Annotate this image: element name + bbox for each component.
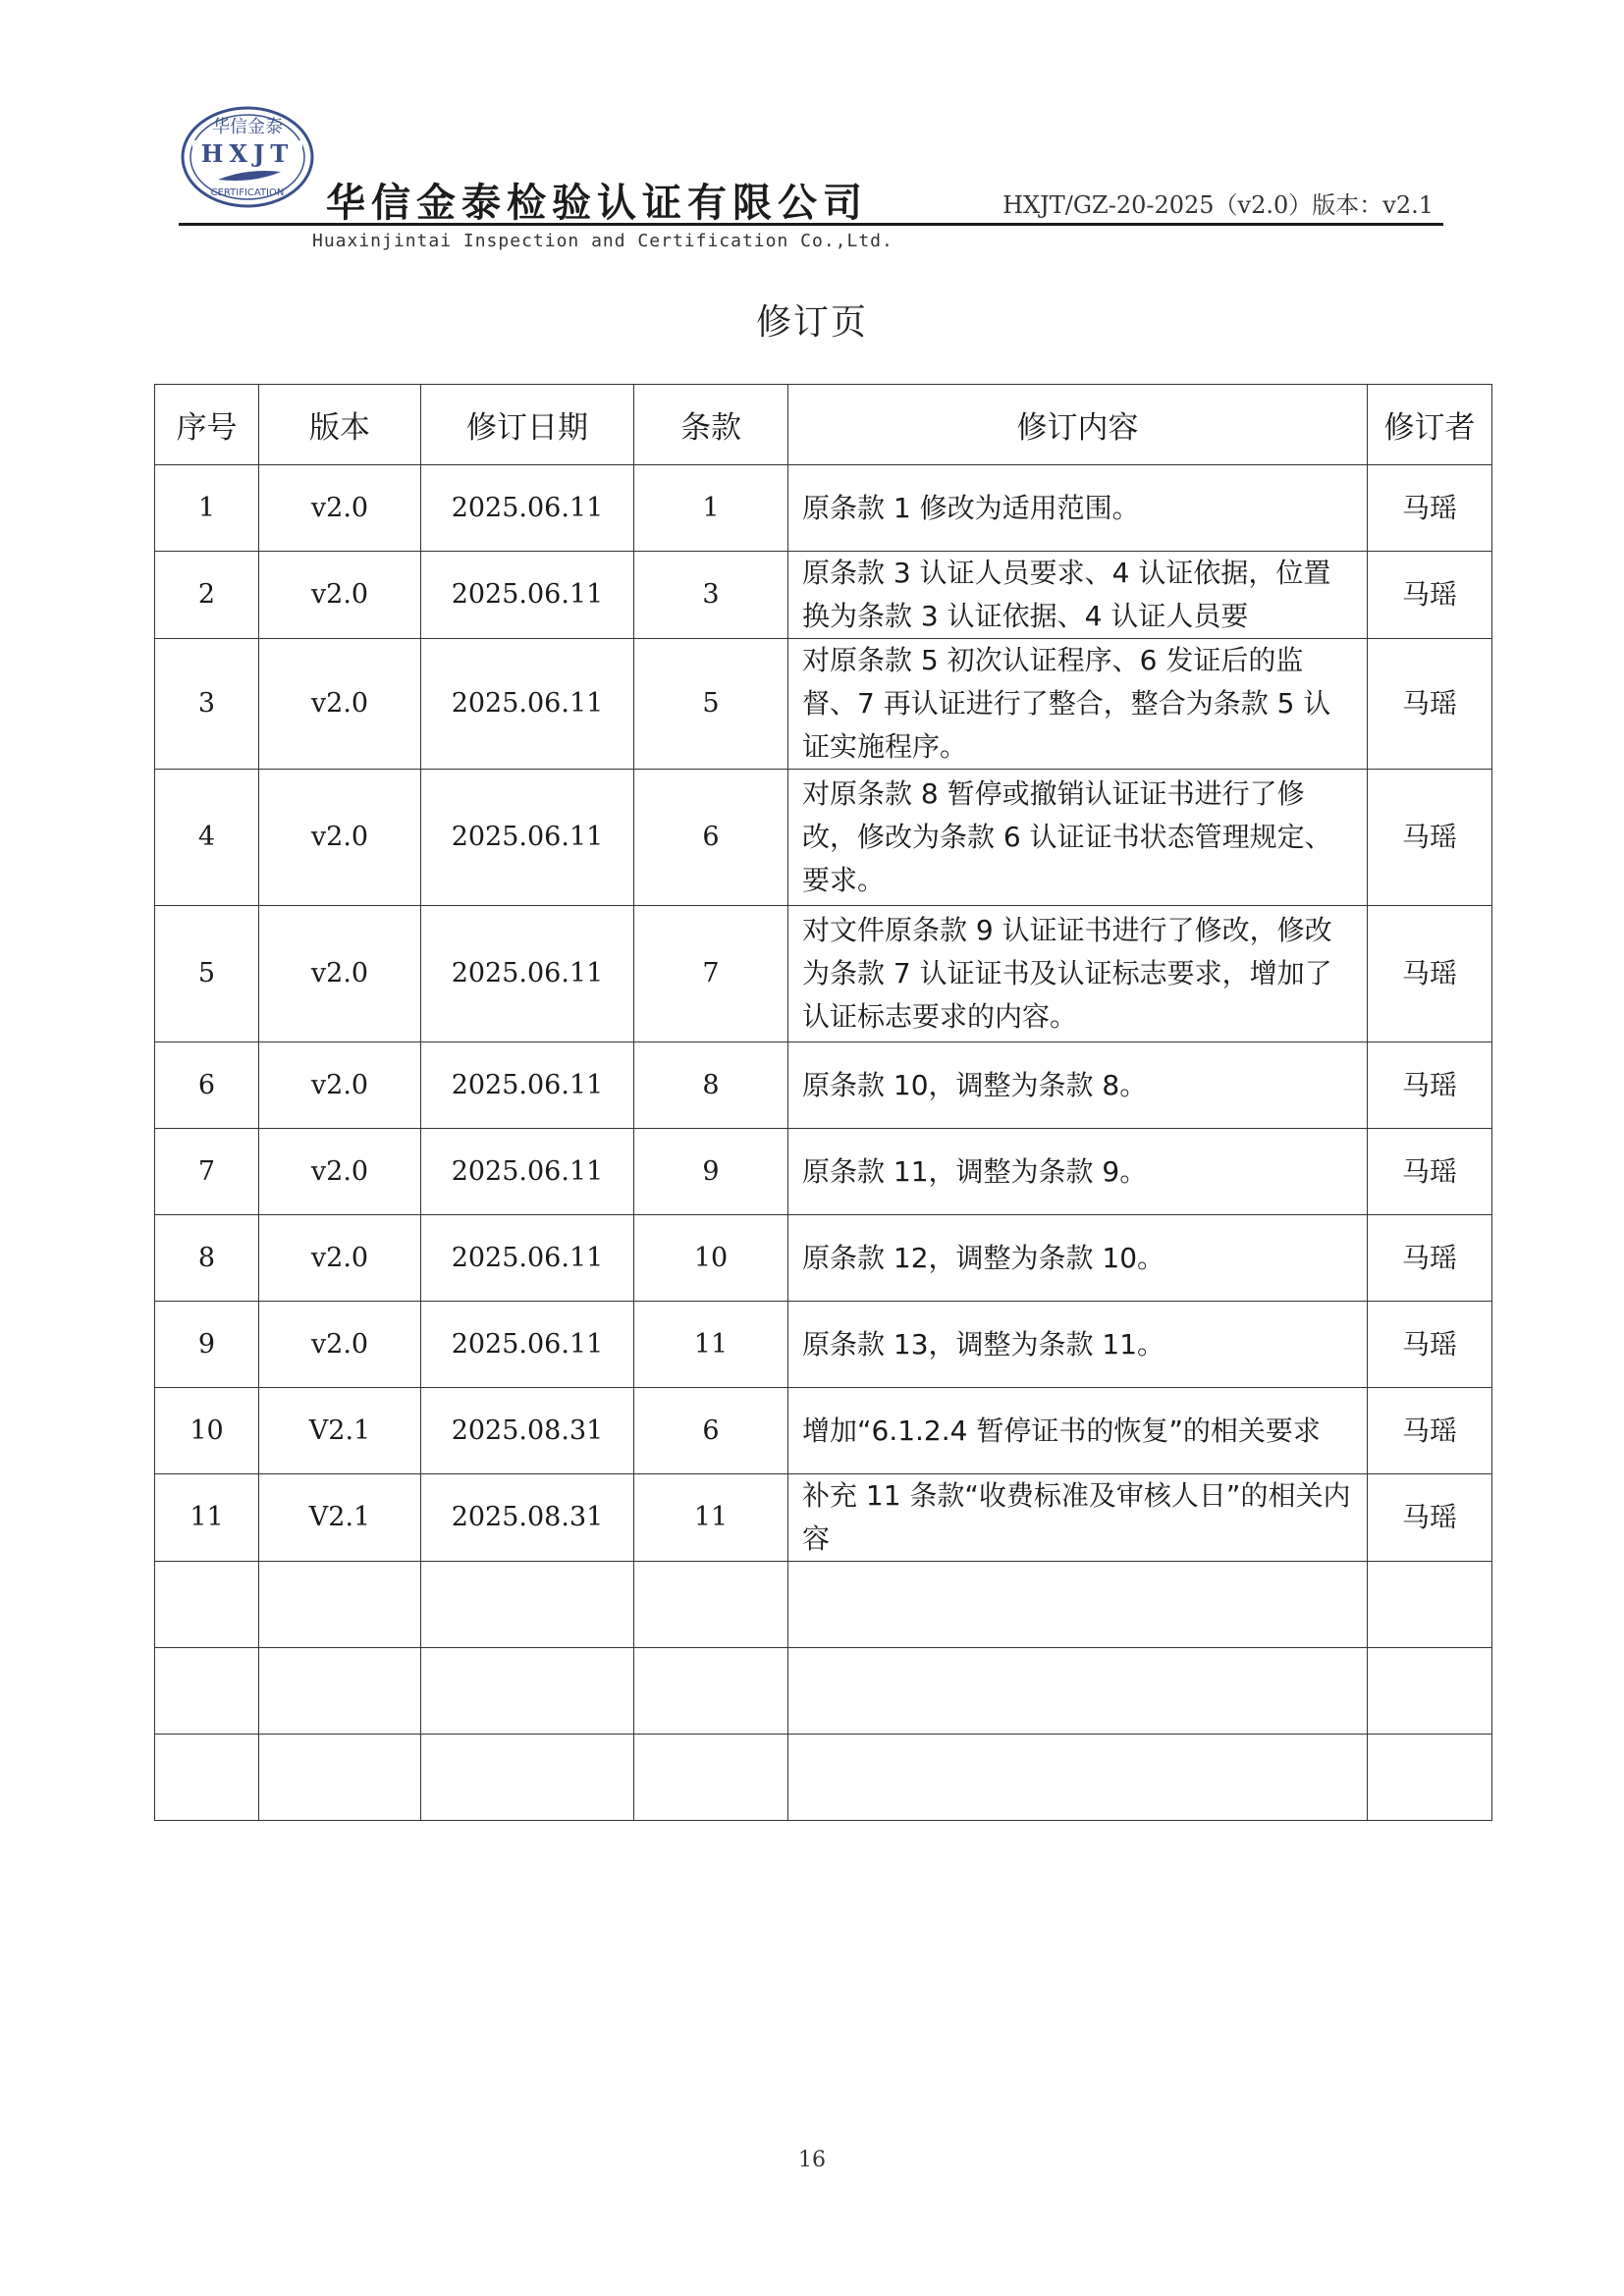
cell-content: 对原条款 5 初次认证程序、6 发证后的监督、7 再认证进行了整合，整合为条款 5 认证实施程序。 xyxy=(788,639,1368,770)
cell-clause: 9 xyxy=(634,1129,788,1215)
cell-no: 5 xyxy=(155,906,259,1042)
cell-version: v2.0 xyxy=(259,1042,421,1129)
document-code: HXJT/GZ-20-2025（v2.0）版本：v2.1 xyxy=(1002,191,1434,219)
empty-cell xyxy=(155,1735,259,1821)
empty-table-row xyxy=(155,1648,1492,1735)
cell-date: 2025.06.11 xyxy=(421,552,634,639)
cell-date: 2025.06.11 xyxy=(421,770,634,906)
table-row xyxy=(155,906,1492,1042)
page-number: 16 xyxy=(798,2148,826,2172)
empty-cell xyxy=(634,1562,788,1648)
header-clause: 条款 xyxy=(634,385,788,465)
cell-reviser: 马瑶 xyxy=(1368,770,1492,906)
header-divider xyxy=(179,223,1443,226)
company-name-cn: 华信金泰检验认证有限公司 xyxy=(326,181,868,226)
table-row xyxy=(155,465,1492,552)
empty-table-row xyxy=(155,1735,1492,1821)
cell-clause: 1 xyxy=(634,465,788,552)
company-name-en: Huaxinjintai Inspection and Certification Co.,Ltd. xyxy=(312,231,893,251)
cell-clause: 3 xyxy=(634,552,788,639)
cell-version: v2.0 xyxy=(259,552,421,639)
cell-no: 1 xyxy=(155,465,259,552)
cell-content: 原条款 12，调整为条款 10。 xyxy=(788,1215,1368,1302)
cell-version: V2.1 xyxy=(259,1474,421,1562)
cell-clause: 6 xyxy=(634,1388,788,1474)
cell-date: 2025.08.31 xyxy=(421,1474,634,1562)
empty-cell xyxy=(421,1562,634,1648)
empty-cell xyxy=(634,1735,788,1821)
cell-clause: 11 xyxy=(634,1474,788,1562)
cell-clause: 5 xyxy=(634,639,788,770)
revision-table xyxy=(154,384,1492,1821)
cell-version: v2.0 xyxy=(259,906,421,1042)
cell-version: v2.0 xyxy=(259,639,421,770)
cell-version: V2.1 xyxy=(259,1388,421,1474)
header-reviser: 修订者 xyxy=(1368,385,1492,465)
table-row xyxy=(155,770,1492,906)
empty-cell xyxy=(634,1648,788,1735)
hxjt-certification-seal-icon xyxy=(179,103,316,211)
cell-reviser: 马瑶 xyxy=(1368,552,1492,639)
cell-reviser: 马瑶 xyxy=(1368,1129,1492,1215)
empty-cell xyxy=(1368,1562,1492,1648)
empty-cell xyxy=(421,1735,634,1821)
table-row xyxy=(155,1388,1492,1474)
table-row xyxy=(155,1215,1492,1302)
header-version: 版本 xyxy=(259,385,421,465)
cell-no: 2 xyxy=(155,552,259,639)
cell-reviser: 马瑶 xyxy=(1368,1215,1492,1302)
empty-cell xyxy=(788,1735,1368,1821)
empty-cell xyxy=(259,1735,421,1821)
cell-no: 3 xyxy=(155,639,259,770)
cell-version: v2.0 xyxy=(259,770,421,906)
header-no: 序号 xyxy=(155,385,259,465)
empty-cell xyxy=(155,1562,259,1648)
cell-content: 原条款 1 修改为适用范围。 xyxy=(788,465,1368,552)
cell-reviser: 马瑶 xyxy=(1368,1474,1492,1562)
logo-text-middle: HXJT xyxy=(200,139,295,168)
cell-date: 2025.06.11 xyxy=(421,639,634,770)
empty-cell xyxy=(421,1648,634,1735)
cell-clause: 11 xyxy=(634,1302,788,1388)
logo-text-top: 华信金泰 xyxy=(212,117,283,137)
page-title: 修订页 xyxy=(755,302,868,343)
cell-date: 2025.06.11 xyxy=(421,1129,634,1215)
empty-cell xyxy=(259,1562,421,1648)
empty-cell xyxy=(155,1648,259,1735)
cell-content: 补充 11 条款“收费标准及审核人日”的相关内容 xyxy=(788,1474,1368,1562)
cell-no: 6 xyxy=(155,1042,259,1129)
cell-no: 4 xyxy=(155,770,259,906)
empty-cell xyxy=(1368,1735,1492,1821)
cell-clause: 6 xyxy=(634,770,788,906)
table-row xyxy=(155,1302,1492,1388)
cell-content: 原条款 11，调整为条款 9。 xyxy=(788,1129,1368,1215)
cell-date: 2025.06.11 xyxy=(421,1215,634,1302)
cell-version: v2.0 xyxy=(259,1302,421,1388)
cell-clause: 7 xyxy=(634,906,788,1042)
logo-text-bottom: CERTIFICATION xyxy=(210,187,285,198)
cell-content: 原条款 10，调整为条款 8。 xyxy=(788,1042,1368,1129)
cell-content: 原条款 3 认证人员要求、4 认证依据，位置换为条款 3 认证依据、4 认证人员要 xyxy=(788,552,1368,639)
empty-cell xyxy=(788,1562,1368,1648)
header-content: 修订内容 xyxy=(788,385,1368,465)
page-header xyxy=(179,103,1443,260)
cell-no: 11 xyxy=(155,1474,259,1562)
cell-date: 2025.06.11 xyxy=(421,1042,634,1129)
cell-date: 2025.08.31 xyxy=(421,1388,634,1474)
empty-table-row xyxy=(155,1562,1492,1648)
table-row xyxy=(155,639,1492,770)
cell-content: 对文件原条款 9 认证证书进行了修改，修改为条款 7 认证证书及认证标志要求，增加了认证标志要求的内容。 xyxy=(788,906,1368,1042)
cell-date: 2025.06.11 xyxy=(421,906,634,1042)
header-date: 修订日期 xyxy=(421,385,634,465)
cell-content: 增加“6.1.2.4 暂停证书的恢复”的相关要求 xyxy=(788,1388,1368,1474)
table-row xyxy=(155,552,1492,639)
cell-clause: 8 xyxy=(634,1042,788,1129)
cell-reviser: 马瑶 xyxy=(1368,1042,1492,1129)
table-row xyxy=(155,1474,1492,1562)
cell-reviser: 马瑶 xyxy=(1368,906,1492,1042)
table-row xyxy=(155,1042,1492,1129)
cell-version: v2.0 xyxy=(259,1129,421,1215)
cell-version: v2.0 xyxy=(259,1215,421,1302)
cell-reviser: 马瑶 xyxy=(1368,1388,1492,1474)
cell-no: 9 xyxy=(155,1302,259,1388)
cell-no: 10 xyxy=(155,1388,259,1474)
cell-date: 2025.06.11 xyxy=(421,1302,634,1388)
cell-reviser: 马瑶 xyxy=(1368,1302,1492,1388)
table-row xyxy=(155,1129,1492,1215)
empty-cell xyxy=(788,1648,1368,1735)
cell-version: v2.0 xyxy=(259,465,421,552)
cell-no: 7 xyxy=(155,1129,259,1215)
empty-cell xyxy=(1368,1648,1492,1735)
empty-cell xyxy=(259,1648,421,1735)
cell-no: 8 xyxy=(155,1215,259,1302)
cell-content: 原条款 13，调整为条款 11。 xyxy=(788,1302,1368,1388)
table-header-row xyxy=(155,385,1492,465)
cell-date: 2025.06.11 xyxy=(421,465,634,552)
cell-clause: 10 xyxy=(634,1215,788,1302)
cell-reviser: 马瑶 xyxy=(1368,465,1492,552)
cell-content: 对原条款 8 暂停或撤销认证证书进行了修改，修改为条款 6 认证证书状态管理规定、要求。 xyxy=(788,770,1368,906)
cell-reviser: 马瑶 xyxy=(1368,639,1492,770)
